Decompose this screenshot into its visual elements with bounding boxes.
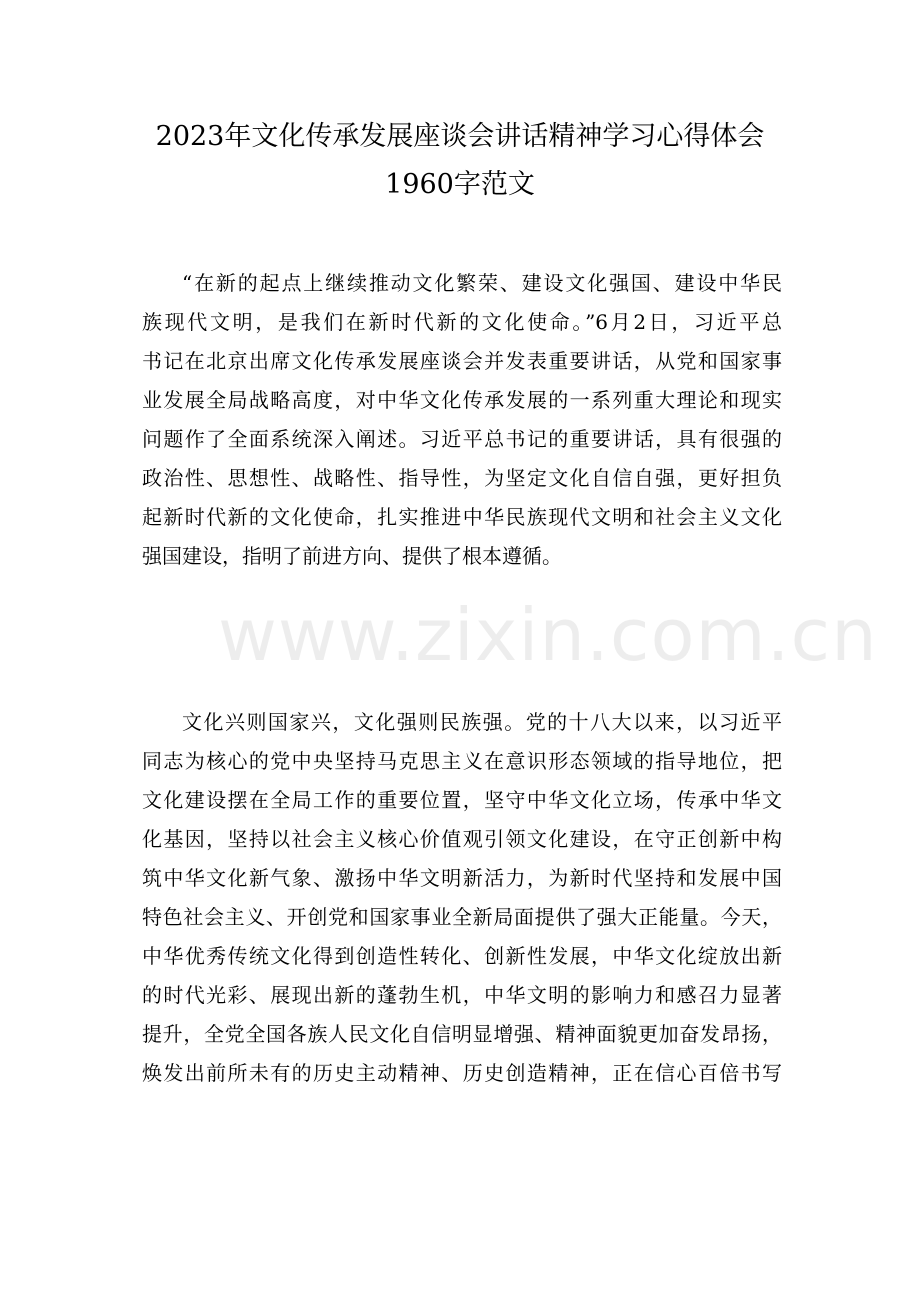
paragraph-1 bbox=[142, 264, 782, 576]
paragraph-line: 化基因，坚持以社会主义核心价值观引领文化建设，在守正创新中构 bbox=[142, 827, 782, 851]
paragraph-line: 问题作了全面系统深入阐述。习近平总书记的重要讲话，具有很强的 bbox=[142, 427, 782, 451]
paragraph-line: 的时代光彩、展现出新的蓬勃生机，中华文明的影响力和感召力显著 bbox=[142, 983, 782, 1007]
paragraph-line: 文化建设摆在全局工作的重要位置，坚守中华文化立场，传承中华文 bbox=[142, 788, 782, 812]
paragraph-line: 中华优秀传统文化得到创造性转化、创新性发展，中华文化绽放出新 bbox=[142, 944, 782, 968]
watermark: www.zixin.com.cn bbox=[218, 593, 878, 677]
paragraph-line: 筑中华文化新气象、激扬中华文明新活力，为新时代坚持和发展中国 bbox=[142, 866, 782, 890]
paragraph-line: 族现代文明，是我们在新时代新的文化使命。”6月2日，习近平总 bbox=[142, 310, 782, 334]
document-title-line-1: 2023年文化传承发展座谈会讲话精神学习心得体会 bbox=[155, 121, 765, 152]
document-title-line-2: 1960字范文 bbox=[385, 169, 535, 200]
paragraph-line: “在新的起点上继续推动文化繁荣、建设文化强国、建设中华民 bbox=[182, 271, 782, 295]
paragraph-2 bbox=[142, 703, 782, 1093]
paragraph-line: 文化兴则国家兴，文化强则民族强。党的十八大以来，以习近平 bbox=[182, 710, 782, 734]
paragraph-line: 政治性、思想性、战略性、指导性，为坚定文化自信自强，更好担负 bbox=[142, 466, 782, 490]
paragraph-line: 特色社会主义、开创党和国家事业全新局面提供了强大正能量。今天， bbox=[142, 905, 782, 929]
paragraph-line: 强国建设，指明了前进方向、提供了根本遵循。 bbox=[142, 544, 562, 568]
paragraph-line: 起新时代新的文化使命，扎实推进中华民族现代文明和社会主义文化 bbox=[142, 505, 782, 529]
paragraph-line: 提升，全党全国各族人民文化自信明显增强、精神面貌更加奋发昂扬， bbox=[142, 1022, 782, 1046]
paragraph-line: 同志为核心的党中央坚持马克思主义在意识形态领域的指导地位，把 bbox=[142, 749, 782, 773]
paragraph-line: 业发展全局战略高度，对中华文化传承发展的一系列重大理论和现实 bbox=[142, 388, 782, 412]
paragraph-line: 书记在北京出席文化传承发展座谈会并发表重要讲话，从党和国家事 bbox=[142, 349, 782, 373]
paragraph-line: 焕发出前所未有的历史主动精神、历史创造精神，正在信心百倍书写 bbox=[142, 1061, 782, 1085]
